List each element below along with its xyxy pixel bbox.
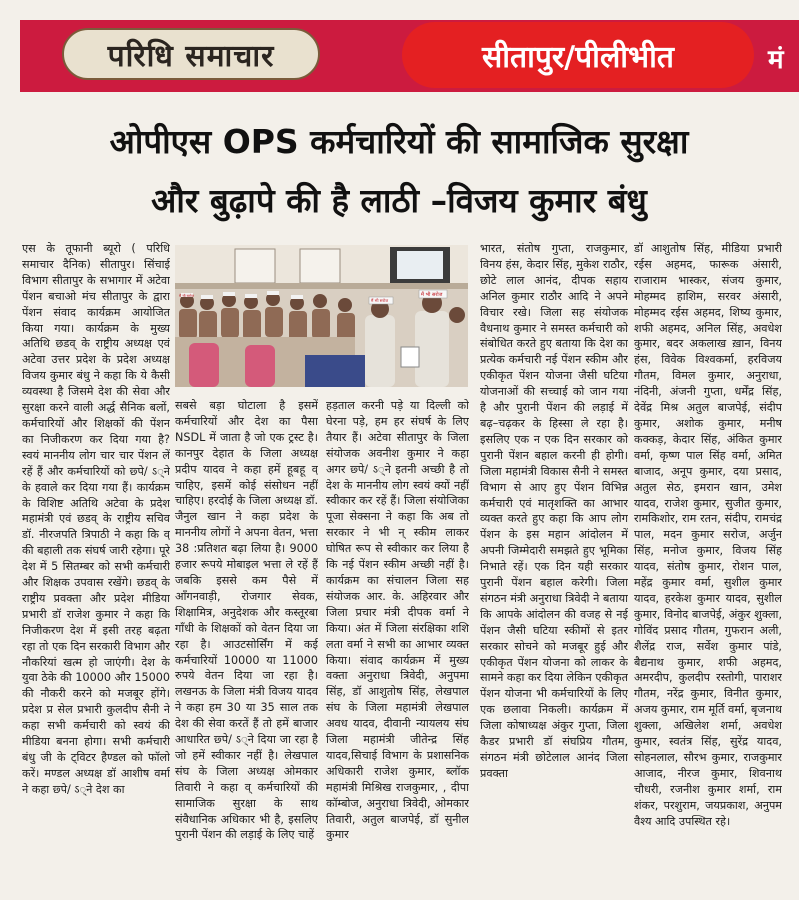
article-column-3: हड़ताल करनी पड़े या दिल्ली को घेरना पड़े, हम हर संघर्ष के लिए तैयार हैं। अटेवा सीतापुर के जिला संयोजक अवनीश कुमार ने कहा अगर छ्पे/ ऽ्ने इतनी अच्छी है तो देश के माननीय लोग स्वयं क्यों नहीं स्वीकार कर रहें हैं। जिला संयोजिका पूजा सेक्सना ने कहा कि अब तो सरकार ने भी न्‌ स्कीम लाकर घोषित रूप से स्वीकार कर लिया है कि नई पेंशन स्कीम अच्छी नहीं है। कार्यक्रम का संचालन जिला सह संयोजक आर. के. अहिरवार और जिला प्रचार मंत्री दीपक वर्मा ने किया। अंत में जिला संरक्षिका शशि लता वर्मा ने सभी का आभार व्यक्त किया। संवाद कार्यक्रम में मुख्य वक्ता अनुराधा त्रिवेदी, अनुपमा सिंह, डॉ आशुतोष सिंह, लेखपाल संघ के जिला महामंत्री लेखपाल अवध यादव, दीवानी न्यायलय संघ जिला महामंत्री जीतेन्द्र सिंह यादव,सिचाई विभाग के प्रशासनिक अधिकारी राजेश कुमार, ब्लॉक महामंत्री मिश्रिख राजकुमार, , दीपा कॉम्बोज, अनुराधा त्रिवेदी, ओमकार तिवारी, अतुल बाजपेई, डॉ सुनील कुमार bbox=[326, 399, 469, 842]
article-column-4: भारत, संतोष गुप्ता, राजकुमार, विनय हंस, केदार सिंह, मुकेश राठौर, छोटे लाल आनंद, दीपक सहाय अनिल कुमार राठौर आदि ने अपने विचार रखे। जिला सह संयोजक वैधनाथ कुमार ने समस्त कर्मचारी को संबोधित करते हुए बताया कि देश का प्रत्येक कर्मचारी नई पेंशन स्कीम और एकीकृत पेंशन योजना जैसी घटिया योजनाओं की सच्चाई को जान गया है और पुरानी पेंशन की लड़ाई में बढ़–चढ़कर के हिस्सा ले रहा है। इसलिए एक न एक दिन सरकार को पुरानी पेंशन बहाल करनी ही होगी। जिला महामंत्री विकास सैनी ने समस्त विभाग से आए हुए पेंशन विभिन्न कर्मचारी एवं मातृशक्ति का आभार व्यक्त करते हुए कहा कि आप लोग पेंशन के इस महान आंदोलन में अपनी जिम्मेदारी समझते हुए भूमिका निभाते रहें। एक दिन यही सरकार पुरानी पेंशन बहाल करेगी। जिला संगठन मंत्री अनुराधा त्रिवेदी ने बताया कि आपके आंदोलन की वजह से नई पेंशन जैसी घटिया स्कीमों से इतर सरकार सोचने को मजबूर हुई और एकीकृत पेंशन योजना को लाकर के सामने कहा कर दिया लेकिन एकीकृत पेंशन योजना भी कर्मचारियों के लिए एक छलावा निकली। कार्यक्रम में जिला कोषाध्यक्ष अंकुर गुप्ता, जिला कैडर प्रभारी डॉ संघप्रिय गौतम, संगठन मंत्री छोटेलाल आनंद जिला प्रवक्ता bbox=[480, 242, 628, 780]
meeting-photo-illustration bbox=[175, 245, 468, 387]
article-column-2: सबसे बड़ा घोटाला है इसमें कर्मचारियों और देश का पैसा NSDL में जाता है जो एक ट्रस्ट है। कानपुर देहात के जिला अध्यक्ष प्रदीप यादव ने कहा हमें हूबहू व्‌ चाहिए, इसमें कोई संसोधन नहीं चाहिए। हरदोई के जिला अध्यक्ष डॉ. जैनुल खान ने कहा प्रदेश के माननीय लोगों ने अपना वेतन, भत्ता 38 :प्रतिशत बढ़ा लिया है। 9000 हजार रूपये मोबाइल भत्ता ले रहें हैं जबकि इससे कम पैसे में आँगनवाड़ी, रोजगार सेवक, शिक्षामित्र, अनुदेशक और कस्तूरबा गाँधी के शिक्षकों को वेतन दिया जा रहा है। आउटसोर्सिंग में कई कर्मचारियों 10000 या 11000 रुपये वेतन दिया जा रहा है। लखनऊ के जिला मंत्री विजय यादव ने कहा हम 30 या 35 साल तक देश की सेवा करतें हैं तो हमें बाजार आधारित छ्पे/ ऽ्ने दिया जा रहा है जो हमें स्वीकार नहीं है। लेखपाल संघ के जिला अध्यक्ष ओमकार तिवारी ने कहा व्‌ कर्मचारियों की सामाजिक सुरक्षा के साथ संवैधानिक अधिकार भी है, इसलिए पुरानी पेंशन की लड़ाई के लिए चाहें bbox=[175, 399, 318, 842]
masthead-edge-text: मं bbox=[768, 45, 784, 75]
headline-line-1: ओपीएस OPS कर्मचारियों की सामाजिक सुरक्षा bbox=[109, 122, 689, 161]
region-title: सीतापुर/पीलीभीत bbox=[402, 22, 754, 88]
section-title: परिधि समाचार bbox=[62, 28, 320, 80]
headline-line-2: और बुढ़ापे की है लाठी –विजय कुमार बंधु bbox=[151, 181, 647, 220]
cap-text: मैं भी सरोज bbox=[421, 292, 443, 298]
cap-text: मैं भी सरोज bbox=[179, 294, 194, 298]
article-column-1: एस के तूफानी ब्यूरो ( परिधि समाचार दैनिक) सीतापुर। सिंचाई विभाग सीतापुर के सभागार में अटेवा पेंशन बचाओ मंच सीतापुर के द्वारा पेंशन संवाद कार्यक्रम आयोजित किया गया। कार्यक्रम के मुख्य अतिथि छडव्‌ के राष्ट्रीय अध्यक्ष एवं अटेवा उत्तर प्रदेश के प्रदेश अध्यक्ष विजय कुमार बंधु ने कहा कि ये कैसी व्यवस्था है जिसमे देश की सेवा और सुरक्षा करने वाली अर्द्ध सैनिक बलों, कर्मचारियों और शिक्षकों की पेंशन का निजीकरण कर दिया गया है? स्वयं माननीय लोग चार चार पेंशन लें रहें हैं और कर्मचारियों को छ्पे/ ऽ्ने के हवाले कर दिया गया हैं। कार्यक्रम के विशिष्ट अतिथि अटेवा के प्रदेश महामंत्री एवं छडव्‌ के राष्ट्रीय सचिव डॉ. नीरजपति त्रिपाठी ने कहा कि व्‌ की बहाली तक संघर्ष जारी रहेगा। पूरे देश में 5 सितम्बर को सभी कर्मचारी और शिक्षक उपवास रखेंगे। छडव्‌ के राष्ट्रीय प्रवक्ता और प्रदेश मीडिया प्रभारी डॉ राजेश कुमार ने कहा कि निजीकरण देश में इसी तरह बढ़ता रहा तो एक दिन सरकारी विभाग और नौकरियां खत्म हो जाएंगी। देश के युवा ठेके की 10000 और 15000 की नौकरी करने को मजबूर होंगे। प्रदेश प्र सेल प्रभारी कुलदीप सैनी ने कहा सभी कर्मचारी को स्वयं की मीडिया बनना होगा। सभी कर्मचारी बंधु जी के ट्विटर हैण्डल को फॉलो करें। मण्डल अध्यक्ष डॉ आशीष वर्मा ने कहा छ्पे/ ऽ्ने देश का bbox=[22, 242, 170, 796]
article-column-5: डॉ आशुतोष सिंह, मीडिया प्रभारी रईस अहमद, फारूक अंसारी, राजाराम भास्कर, संजय कुमार, मोहम्मद हाशिम, सरवर अंसारी, मोहम्मद रईस अहमद, शिष्य कुमार, शफी अहमद, अनिल सिंह, अवधेश कुमार, बदर अकलाख ख़ान, विनय हंस, विवेक विश्वकर्मा, हरविजय गौतम, विमल कुमार, अनुराधा, नंदिनी, अंजनी गुप्ता, धर्मेंद्र सिंह, देवेंद्र मिश्र अतुल बाजपेई, संदीप कुमार, अशोक कुमार, मनीष कक्कड़, केदार सिंह, अंकित कुमार वर्मा, कृष्ण पाल सिंह वर्मा, अमित बाजाद, अनूप कुमार, दया प्रसाद, अतुल सेठ, इमरान खान, उमेश यादव, राजेश कुमार, सुजीत कुमार, रामकिशोर, राम रतन, संदीप, रामचंद्र पाल, मदन कुमार सरोज, अर्जुन सिंह, मनोज कुमार, विजय सिंह यादव, संतोष कुमार, रोशन पाल, महेंद्र कुमार वर्मा, सुशील कुमार यादव, हरकेश कुमार यादव, सुशील कुमार, विनोद बाजपेई, अंकुर शुक्ला, गोविंद प्रसाद गौतम, गुफरान अली, शैलेंद्र राज, सर्वेश कुमार पांडे, बैद्यनाथ कुमार, शफी अहमद, अमरदीप, कुलदीप रस्तोगी, पाराशर गौतम, नरेंद्र कुमार, विनीत कुमार, अजय कुमार, राम मूर्ति वर्मा, बृजनाथ शुक्ला, अखिलेश शर्मा, अवधेश कुमार, स्वतंत्र सिंह, सुरेंद्र यादव, सोहनलाल, सौरभ कुमार, राजकुमार आजाद, नीरज कुमार, शिवनाथ चौधरी, रजनीश कुमार शर्मा, राम शंकर, परशुराम, जयप्रकाश, अनुपम वैश्य आदि उपस्थित रहे। bbox=[634, 242, 782, 828]
meeting-photo bbox=[175, 245, 468, 387]
cap-text: मैं भी सरोज bbox=[371, 298, 389, 303]
